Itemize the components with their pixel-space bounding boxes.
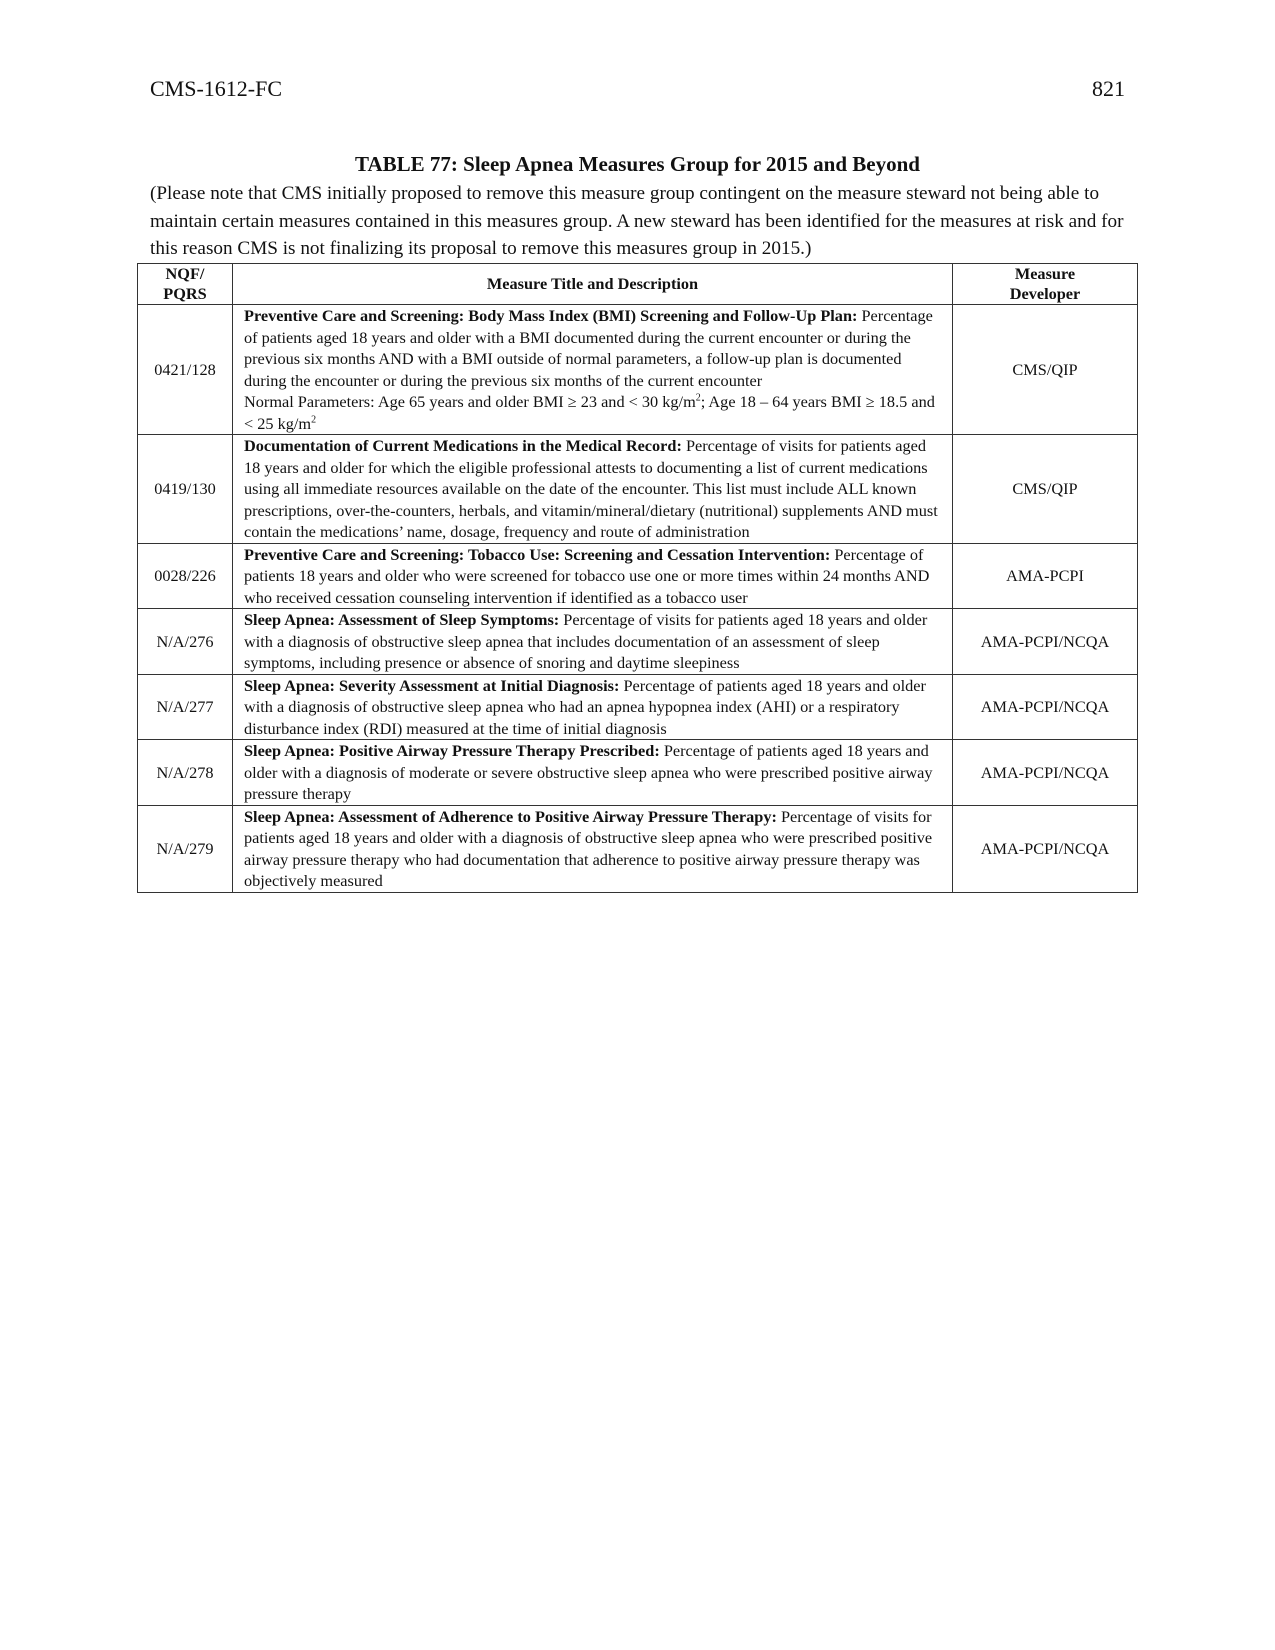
measures-table <box>137 263 1138 893</box>
measure-developer: AMA-PCPI/NCQA <box>953 805 1138 892</box>
measure-description <box>233 609 953 675</box>
measure-developer: CMS/QIP <box>953 435 1138 544</box>
column-header-developer-line1: Measure <box>1014 264 1076 283</box>
measure-text: Percentage of patients aged 18 years and older with a diagnosis of moderate or severe obstructive sleep apnea who were prescribed positive airway pressure therapy <box>244 741 933 803</box>
measure-text: Percentage of visits for patients aged 18 years and older with a diagnosis of obstructive sleep apnea that includes documentation of an assessment of sleep symptoms, including presence or absence of snoring and daytime sleepiness <box>244 610 928 672</box>
superscript: 2 <box>695 392 701 404</box>
measure-title: Sleep Apnea: Severity Assessment at Initial Diagnosis: <box>244 675 620 695</box>
table-title: TABLE 77: Sleep Apnea Measures Group for 2015 and Beyond <box>355 152 920 176</box>
measure-text: Percentage of patients aged 18 years and older with a BMI documented during the current encounter or during the previous six months AND with a BMI outside of normal parameters, a follow-up plan is documented during the encounter or during the previous six months of the current encounter <box>244 306 933 390</box>
column-header-nqf-line2: PQRS <box>163 284 207 303</box>
column-header-nqf-line1: NQF/ <box>165 264 205 283</box>
measure-description <box>233 435 953 544</box>
column-header-developer <box>953 264 1138 305</box>
measure-title: Preventive Care and Screening: Body Mass Index (BMI) Screening and Follow-Up Plan: <box>244 306 858 325</box>
measure-text: Percentage of patients 18 years and older who were screened for tobacco use one or more times within 24 months AND who received cessation counseling intervention if identified as a tobacco user <box>244 544 930 607</box>
measure-title: Preventive Care and Screening: Tobacco Use: Screening and Cessation Intervention: <box>244 544 831 564</box>
measure-title: Documentation of Current Medications in the Medical Record: <box>244 436 682 455</box>
table-row <box>138 609 1138 675</box>
measure-text: Percentage of visits for patients aged 18 years and older with a diagnosis of obstructive sleep apnea who were prescribed positive airway pressure therapy who had documentation that adherence to positive airway pressure therapy was objectively measured <box>244 806 933 890</box>
table-header-row <box>138 264 1138 305</box>
table-row <box>138 805 1138 892</box>
table-row <box>138 674 1138 740</box>
measure-id: 0028/226 <box>138 543 233 609</box>
measure-id: N/A/276 <box>138 609 233 675</box>
measure-description <box>233 543 953 609</box>
table-row <box>138 740 1138 806</box>
table-note: (Please note that CMS initially proposed to remove this measure group contingent on the measure steward not being able to maintain certain measures contained in this measures group. A new steward has been identified for the measures at risk and for this reason CMS is not finalizing its proposal to remove this measures group in 2015.) <box>150 183 1124 259</box>
superscript: 2 <box>311 414 317 426</box>
normal-parameters-b: ; Age 18 – 64 years BMI ≥ 18.5 and < 25 kg/m <box>244 392 935 433</box>
column-header-nqf-pqrs <box>138 264 233 305</box>
measure-description <box>233 305 953 435</box>
measure-description <box>233 805 953 892</box>
table-row <box>138 435 1138 544</box>
measure-developer: AMA-PCPI/NCQA <box>953 674 1138 740</box>
measure-developer: AMA-PCPI <box>953 543 1138 609</box>
measure-developer: AMA-PCPI/NCQA <box>953 740 1138 806</box>
measure-id: 0421/128 <box>138 305 233 435</box>
measure-id: N/A/279 <box>138 805 233 892</box>
column-header-developer-line2: Developer <box>1009 284 1081 303</box>
normal-parameters-a: Normal Parameters: Age 65 years and older BMI ≥ 23 and < 30 kg/m <box>244 392 696 411</box>
measure-title: Sleep Apnea: Positive Airway Pressure Therapy Prescribed: <box>244 741 660 760</box>
measure-text: Percentage of patients aged 18 years and older with a diagnosis of obstructive sleep apnea who had an apnea hypopnea index (AHI) or a respiratory disturbance index (RDI) measured at the time of initial diagnosis <box>244 675 926 738</box>
measure-developer: CMS/QIP <box>953 305 1138 435</box>
table-row <box>138 305 1138 435</box>
measure-text: Percentage of visits for patients aged 18 years and older for which the eligible professional attests to documenting a list of current medications using all immediate resources available on the date of the encounter. This list must include ALL known prescriptions, over-the-counters, herbals, and vitamin/mineral/dietary (nutritional) supplements AND must contain the medications’ name, dosage, frequency and route of administration <box>244 436 938 541</box>
measure-description <box>233 674 953 740</box>
table-row <box>138 543 1138 609</box>
measure-description <box>233 740 953 806</box>
document-id: CMS-1612-FC <box>150 76 283 101</box>
measure-id: N/A/277 <box>138 674 233 740</box>
page-number: 821 <box>1092 76 1125 101</box>
measure-id: N/A/278 <box>138 740 233 806</box>
column-header-title: Measure Title and Description <box>233 264 953 305</box>
measure-id: 0419/130 <box>138 435 233 544</box>
measure-title: Sleep Apnea: Assessment of Adherence to Positive Airway Pressure Therapy: <box>244 806 777 826</box>
measure-developer: AMA-PCPI/NCQA <box>953 609 1138 675</box>
measure-title: Sleep Apnea: Assessment of Sleep Symptoms: <box>244 610 560 629</box>
